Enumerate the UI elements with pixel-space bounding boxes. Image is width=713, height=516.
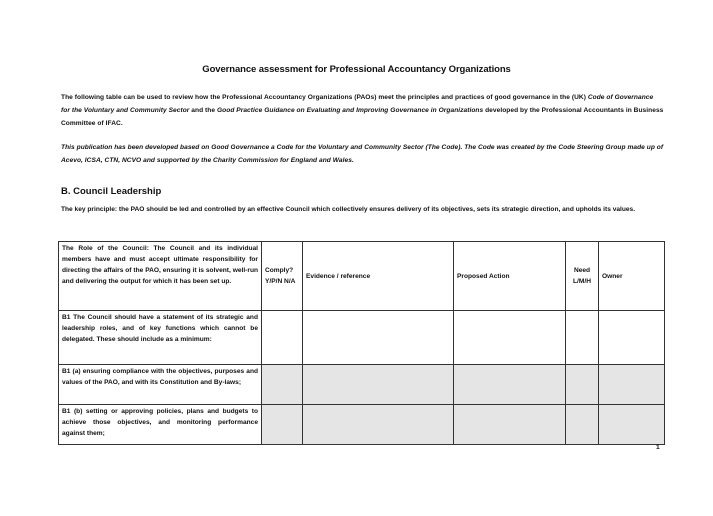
action-cell[interactable]	[454, 311, 566, 365]
evidence-cell[interactable]	[303, 405, 454, 445]
page-number: 1	[656, 444, 660, 451]
governance-table	[58, 241, 665, 445]
comply-cell[interactable]	[262, 405, 303, 445]
row-text: B1 The Council should have a statement of its strategic and leadership roles, and of key functions which cannot be delegated. These should include as a minimum:	[59, 311, 262, 365]
owner-cell[interactable]	[599, 311, 665, 365]
section-heading: B. Council Leadership	[61, 186, 162, 197]
intro-text-1: The following table can be used to review how the Professional Accountancy Organizations (PAOs) meet the principles and practices of good governance in the (UK)	[61, 94, 588, 101]
header-evidence: Evidence / reference	[303, 242, 454, 311]
owner-cell[interactable]	[599, 405, 665, 445]
table-row	[59, 365, 665, 405]
intro-paragraph	[61, 91, 664, 130]
comply-cell[interactable]	[262, 311, 303, 365]
row-text: B1 (b) setting or approving policies, plans and budgets to achieve those objectives, and monitoring performance against them;	[59, 405, 262, 445]
header-comply: Comply? Y/P/N N/A	[262, 242, 303, 311]
key-principle: The key principle: the PAO should be led and controlled by an effective Council which collectively ensures delivery of its objectives, sets its strategic direction, and upholds its values.	[61, 206, 636, 213]
owner-cell[interactable]	[599, 365, 665, 405]
row-text: B1 (a) ensuring compliance with the objectives, purposes and values of the PAO, and with its Constitution and By-laws;	[59, 365, 262, 405]
intro-text-3: developed by the Professional Accountants in Business Committee of IFAC.	[61, 107, 664, 127]
publication-note: This publication has been developed based on Good Governance a Code for the Voluntary and Community Sector (The Code). The Code was created by the Code Steering Group made up of Acevo, ICSA, CTN, NCVO and supported by the Charity Commission for England and Wales.	[61, 144, 664, 164]
table-row	[59, 311, 665, 365]
evidence-cell[interactable]	[303, 311, 454, 365]
table-row	[59, 405, 665, 445]
need-cell[interactable]	[566, 311, 599, 365]
header-owner: Owner	[599, 242, 665, 311]
table-header-row	[59, 242, 665, 311]
header-need: Need L/M/H	[566, 242, 599, 311]
comply-cell[interactable]	[262, 365, 303, 405]
action-cell[interactable]	[454, 365, 566, 405]
evidence-cell[interactable]	[303, 365, 454, 405]
intro-text-2: and the	[189, 107, 217, 114]
header-proposed-action: Proposed Action	[454, 242, 566, 311]
document-title: Governance assessment for Professional Accountancy Organizations	[202, 64, 511, 75]
action-cell[interactable]	[454, 405, 566, 445]
need-cell[interactable]	[566, 365, 599, 405]
code-name: Code of Governance for the Voluntary and Community Sector	[61, 94, 654, 114]
header-role: The Role of the Council: The Council and its individual members have and must accept ultimate responsibility for directing the affairs of the PAO, ensuring it is solvent, well-run and delivering the output for which it has been set up.	[59, 242, 262, 311]
guidance-name: Good Practice Guidance on Evaluating and Improving Governance in Organizations	[216, 107, 484, 114]
need-cell[interactable]	[566, 405, 599, 445]
